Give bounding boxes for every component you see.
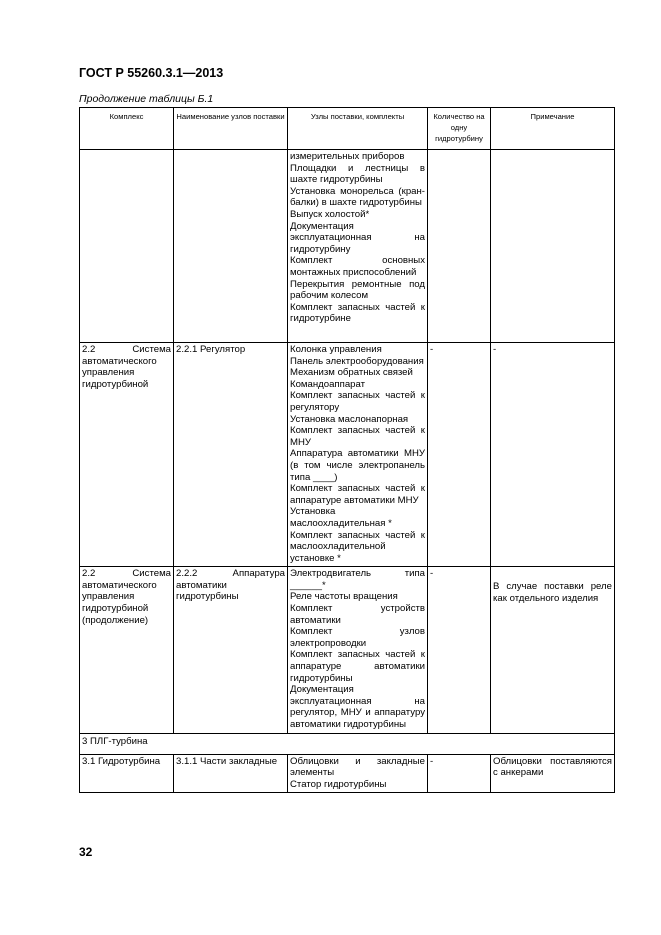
table-row [80,754,615,793]
supply-item: Площадки и лестницы в шахте гидротурбины [290,162,425,186]
supply-item: Документация эксплуатационная на регулятор, МНУ и аппаратуру автоматики гидротурбины [290,684,425,730]
cell-quantity: - [428,754,491,793]
supply-item: Установка маслоохладительная * [290,506,392,529]
cell-note [491,567,615,733]
supply-item: Колонка управления [290,344,382,355]
cell-quantity: - [428,343,491,567]
column-header-complex: Комплекс [80,108,174,150]
supply-item: Документация эксплуатационная на гидротурбину [290,220,425,255]
cell-quantity: - [428,567,491,733]
supply-item: Панель электрооборудования [290,355,424,367]
supply-item: Командоаппарат [290,378,366,390]
supply-item: Аппаратура автоматики МНУ (в том числе электропанель типа ____) [290,448,425,483]
cell-items [288,343,428,567]
cell-complex: 2.2 Система автоматического управления гидротурбиной (продолжение) [80,567,174,733]
supply-item: Облицовки и закладные элементы [290,755,425,779]
cell-node-name [174,150,288,343]
section-row [80,733,615,754]
supply-item: Электродвигатель типа ______* [290,568,425,591]
cell-complex: 2.2 Система автоматического управления гидротурбиной [80,343,174,567]
supply-item: Перекрытия ремонтные под рабочим колесом [290,278,425,302]
supply-item: Комплект запасных частей к аппаратуре автоматики гидротурбины [290,649,425,684]
note-text: В случае поставки реле как отдельного изделия [493,581,612,604]
cell-quantity [428,150,491,343]
table-row [80,343,615,567]
supply-item: Установка маслонапорная [290,413,409,425]
cell-items [288,567,428,733]
page-number: 32 [79,845,93,859]
table-header-row [80,108,615,150]
section-title: 3 ПЛГ-турбина [80,733,615,754]
cell-node-name: 2.2.1 Регулятор [174,343,288,567]
supply-table [79,107,615,793]
column-header-quantity: Количество на одну гидротурбину [428,108,491,150]
cell-note: - [491,343,615,567]
supply-item: Комплект запасных частей к МНУ [290,425,425,448]
cell-complex [80,150,174,343]
cell-items [288,150,428,343]
column-header-items: Узлы поставки, комплекты [288,108,428,150]
supply-item: Комплект узлов электропроводки [290,626,425,649]
cell-node-name: 3.1.1 Части закладные [174,754,288,793]
supply-item: Комплект основных монтажных приспособлений [290,255,425,278]
cell-items [288,754,428,793]
cell-complex: 3.1 Гидротурбина [80,754,174,793]
table-row [80,150,615,343]
supply-item: Выпуск холостой* [290,208,370,220]
supply-item: Комплект запасных частей к аппаратуре автоматики МНУ [290,483,425,506]
column-header-node-name: Наименование узлов поставки [174,108,288,150]
cell-note [491,150,615,343]
supply-item: Статор гидротурбины [290,778,387,790]
cell-note: Облицовки поставляются с анкерами [491,754,615,793]
supply-item: Комплект устройств автоматики [290,603,425,626]
cell-node-name: 2.2.2 Аппаратура автоматики гидротурбины [174,567,288,733]
supply-item: Комплект запасных частей к регулятору [290,390,425,413]
table-row [80,567,615,733]
column-header-note: Примечание [491,108,615,150]
supply-item: Реле частоты вращения [290,591,398,603]
supply-item: Установка монорельса (кран-балки) в шахте гидротурбины [290,185,425,209]
document-header: ГОСТ Р 55260.3.1—2013 [79,66,224,80]
supply-item: Комплект запасных частей к гидротурбине [290,301,425,325]
table-caption: Продолжение таблицы Б.1 [79,93,214,105]
supply-item: Комплект запасных частей к маслоохладительной установке * [290,529,425,564]
supply-item: Механизм обратных связей [290,367,413,379]
supply-item: измерительных приборов [290,151,405,162]
